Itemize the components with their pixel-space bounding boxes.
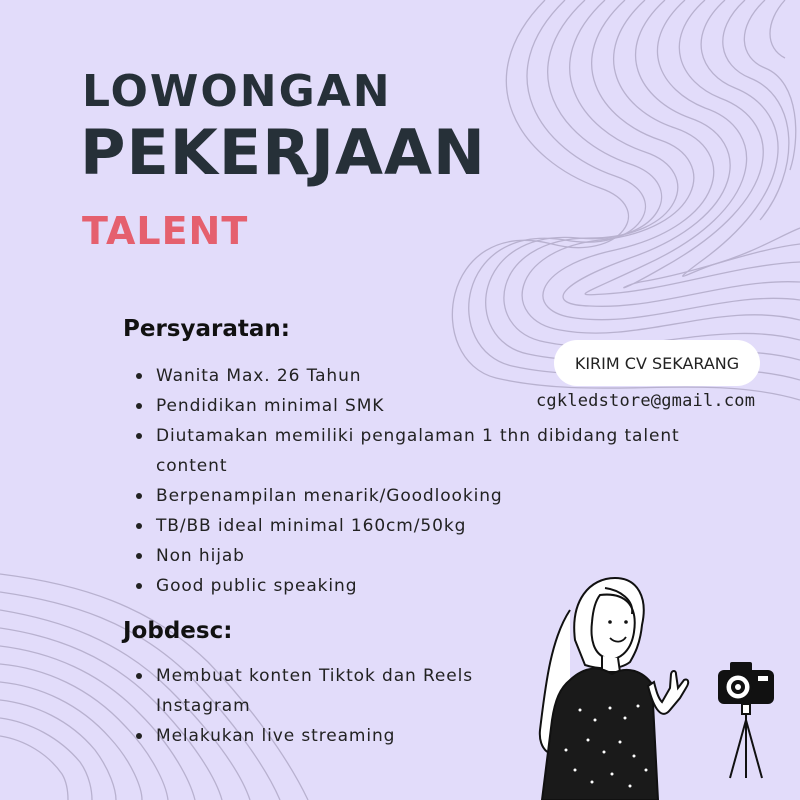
requirement-item: Berpenampilan menarik/Goodlooking xyxy=(130,481,730,511)
requirement-item: Good public speaking xyxy=(130,571,730,601)
contact-email[interactable]: cgkledstore@gmail.com xyxy=(536,391,756,411)
title-lowongan: LOWONGAN xyxy=(82,66,392,117)
requirements-heading: Persyaratan: xyxy=(123,316,290,342)
send-cv-button[interactable]: KIRIM CV SEKARANG xyxy=(554,340,760,386)
requirement-item: Wanita Max. 26 Tahun xyxy=(130,361,730,391)
jobdesc-heading: Jobdesc: xyxy=(123,618,233,644)
requirement-item: Pendidikan minimal SMK xyxy=(130,391,730,421)
jobdesc-item: Melakukan live streaming xyxy=(130,721,510,751)
woman-presenting-illustration xyxy=(530,570,700,800)
requirement-item: Non hijab xyxy=(130,541,730,571)
requirement-item: Diutamakan memiliki pengalaman 1 thn dibidang talent content xyxy=(130,421,730,481)
camera-on-tripod-icon xyxy=(712,650,782,780)
position-title: TALENT xyxy=(82,209,249,253)
requirement-item: TB/BB ideal minimal 160cm/50kg xyxy=(130,511,730,541)
jobdesc-item: Membuat konten Tiktok dan Reels Instagram xyxy=(130,661,510,721)
title-pekerjaan: PEKERJAAN xyxy=(80,116,486,189)
jobdesc-list xyxy=(130,661,510,751)
